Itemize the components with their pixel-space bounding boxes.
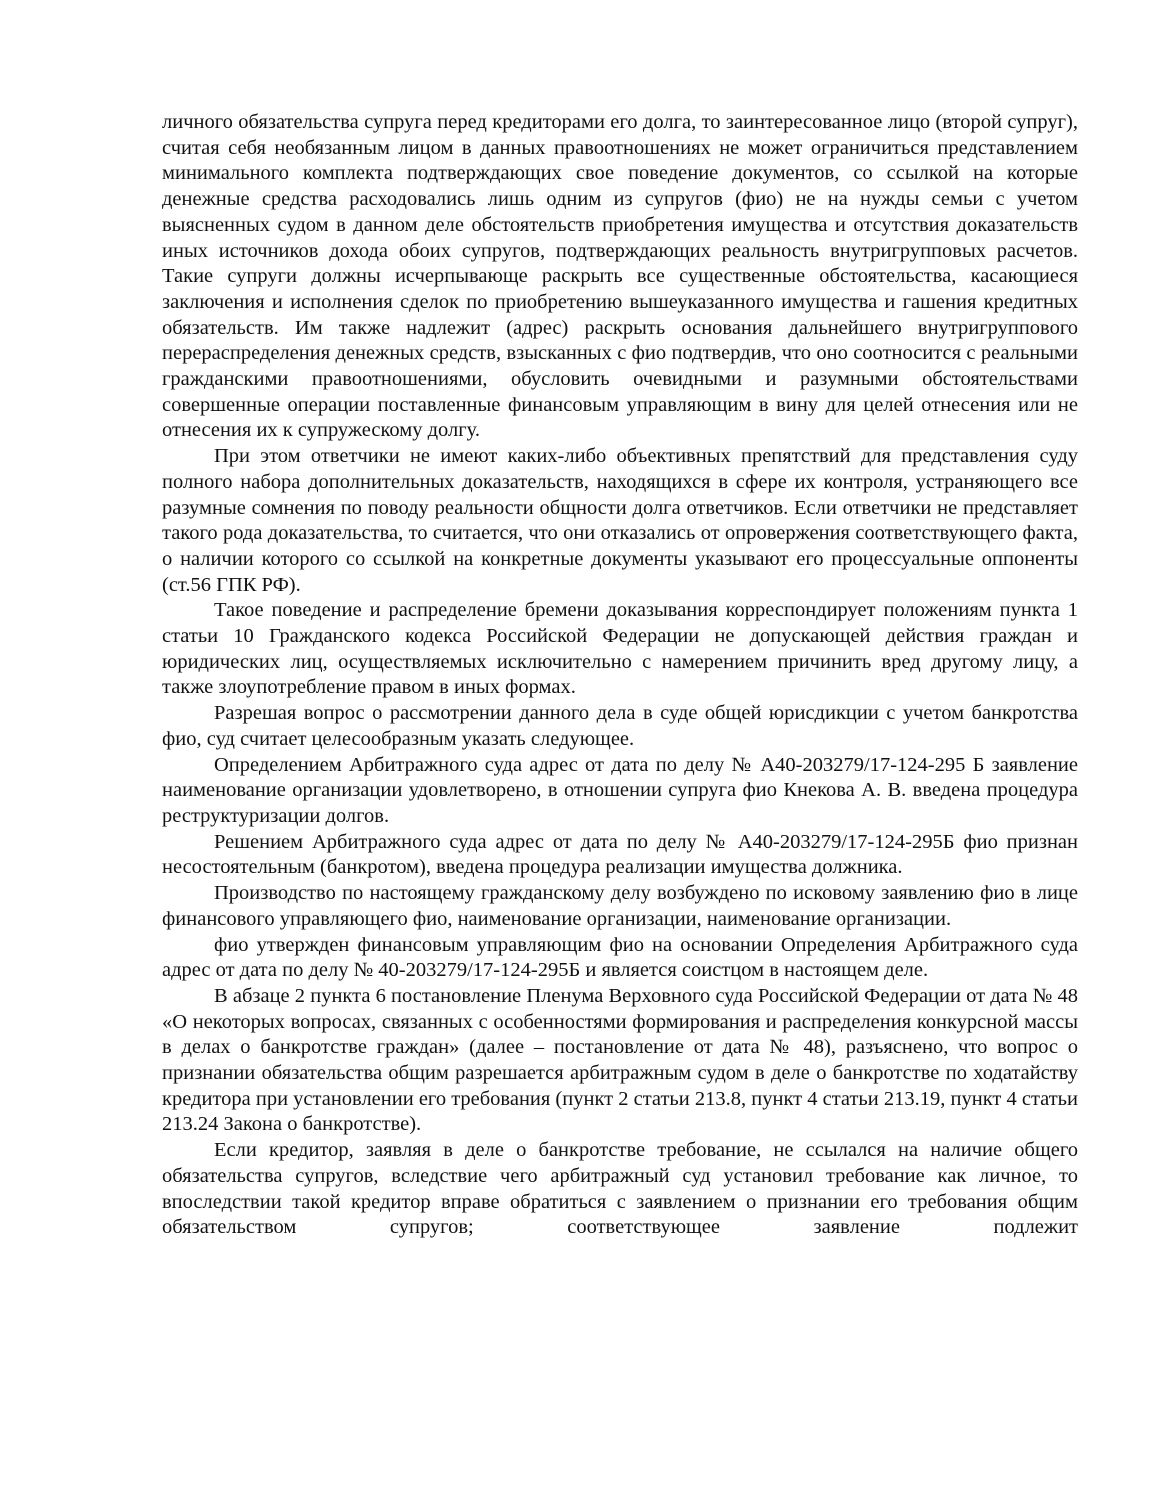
- paragraph-6: Решением Арбитражного суда адрес от дата по делу № А40-203279/17-124-295Б фио признан несостоятельным (банкротом), введена процедура реализации имущества должника.: [162, 830, 1078, 879]
- paragraph-8: фио утвержден финансовым управляющим фио на основании Определения Арбитражного суда адрес от дата по делу № 40-203279/17-124-295Б и является соистцом в настоящем деле.: [162, 933, 1078, 982]
- paragraph-4: Разрешая вопрос о рассмотрении данного дела в суде общей юрисдикции с учетом банкротства фио, суд считает целесообразным указать следующее.: [162, 702, 1078, 750]
- paragraph-10: Если кредитор, заявляя в деле о банкротстве требование, не ссылался на наличие общего обязательства супругов, вследствие чего арбитражный суд установил требование как личное, то впоследствии такой кредитор вправе обратиться с заявлением о признании его требования общим обязательством супругов; соответствующее заявление подлежит: [162, 1139, 1078, 1239]
- paragraph-7: Производство по настоящему гражданскому делу возбуждено по исковому заявлению фио в лице финансового управляющего фио, наименование организации, наименование организации.: [162, 882, 1078, 930]
- paragraph-5: Определением Арбитражного суда адрес от дата по делу № А40-203279/17-124-295 Б заявление наименование организации удовлетворено, в отношении супруга фио Кнекова А. В. введена процедура реструктуризации долгов.: [162, 753, 1078, 827]
- document-body: [162, 110, 1078, 1241]
- paragraph-1: личного обязательства супруга перед кредиторами его долга, то заинтересованное лицо (второй супруг), считая себя необязанным лицом в данных правоотношениях не может ограничиться представлением минимального комплекта подтверждающих свое поведение документов, со ссылкой на которые денежные средства расходовались лишь одним из супругов (фио) не на нужды семьи с учетом выясненных судом в данном деле обстоятельств приобретения имущества и отсутствия доказательств иных источников дохода обоих супругов, подтверждающих реальность внутригрупповых расчетов. Такие супруги должны исчерпывающе раскрыть все существенные обстоятельства, касающиеся заключения и исполнения сделок по приобретению вышеуказанного имущества и гашения кредитных обязательств. Им также надлежит (адрес) раскрыть основания дальнейшего внутригруппового перераспределения денежных средств, взысканных с фио подтвердив, что оно соотносится с реальными гражданскими правоотношениями, обусловить очевидными и разумными обстоятельствами совершенные операции поставленные финансовым управляющим в вину для целей отнесения или не отнесения их к супружескому долгу.: [162, 111, 1078, 442]
- paragraph-2: При этом ответчики не имеют каких-либо объективных препятствий для представления суду полного набора дополнительных доказательств, находящихся в сфере их контроля, устраняющего все разумные сомнения по поводу реальности общности долга ответчиков. Если ответчики не представляет такого рода доказательства, то считается, что они отказались от опровержения соответствующего факта, о наличии которого со ссылкой на конкретные документы указывают его процессуальные оппоненты (ст.56 ГПК РФ).: [162, 445, 1078, 596]
- paragraph-3: Такое поведение и распределение бремени доказывания корреспондирует положениям пункта 1 статьи 10 Гражданского кодекса Российской Федерации не допускающей действия граждан и юридических лиц, осуществляемых исключительно с намерением причинить вред другому лицу, а также злоупотребление правом в иных формах.: [162, 599, 1078, 699]
- paragraph-9: В абзаце 2 пункта 6 постановление Пленума Верховного суда Российской Федерации от дата № 48 «О некоторых вопросах, связанных с особенностями формирования и распределения конкурсной массы в делах о банкротстве граждан» (далее – постановление от дата № 48), разъяснено, что вопрос о признании обязательства общим разрешается арбитражным судом в деле о банкротстве по ходатайству кредитора при установлении его требования (пункт 2 статьи 213.8, пункт 4 статьи 213.19, пункт 4 статьи 213.24 Закона о банкротстве).: [162, 984, 1078, 1136]
